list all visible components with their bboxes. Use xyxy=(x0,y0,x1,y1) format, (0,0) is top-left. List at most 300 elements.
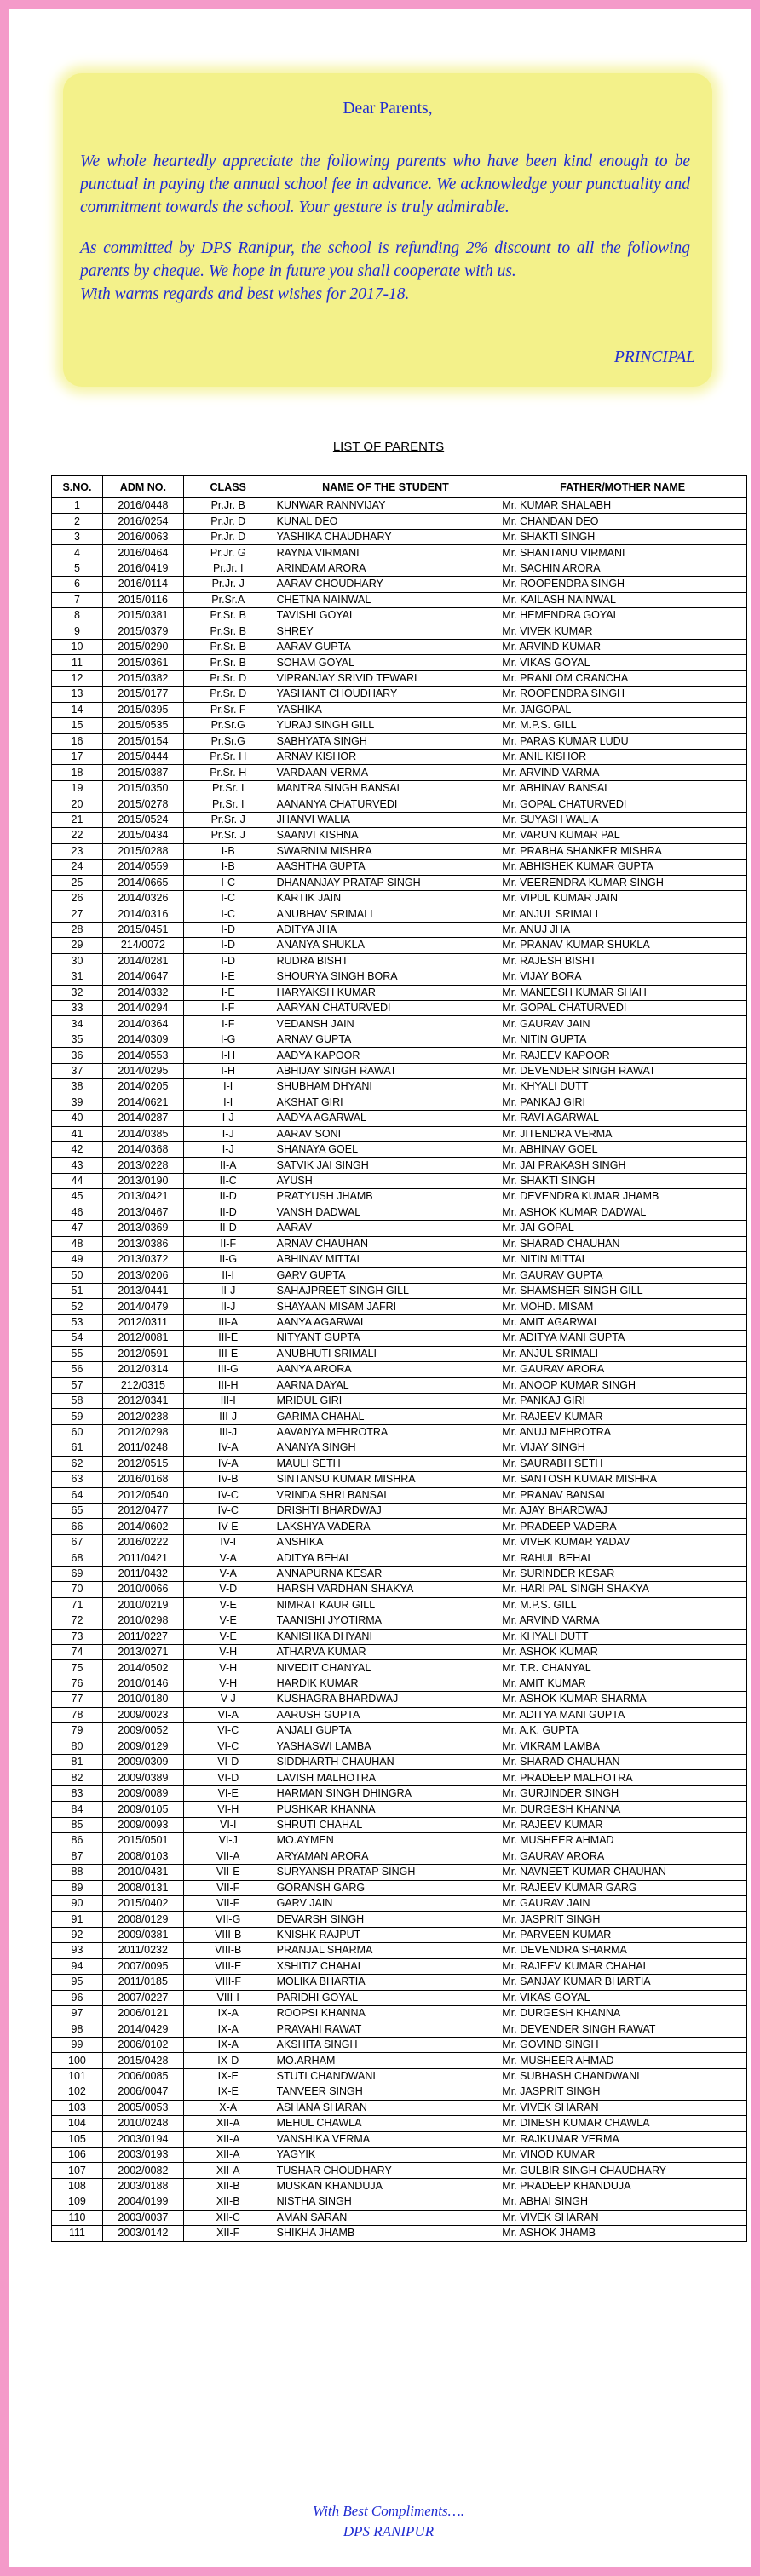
table-row xyxy=(52,1205,747,1220)
cell-adm-no: 2013/0421 xyxy=(102,1189,183,1205)
cell-class: IX-A xyxy=(183,2006,273,2021)
cell-sno: 43 xyxy=(52,1158,103,1173)
cell-parent-name: Mr. VEERENDRA KUMAR SINGH xyxy=(498,875,747,890)
cell-class: VII-A xyxy=(183,1849,273,1864)
cell-sno: 67 xyxy=(52,1534,103,1550)
cell-sno: 111 xyxy=(52,2226,103,2241)
cell-class: VII-G xyxy=(183,1912,273,1927)
table-row xyxy=(52,843,747,859)
cell-adm-no: 2010/0180 xyxy=(102,1692,183,1707)
cell-adm-no: 2005/0053 xyxy=(102,2100,183,2115)
cell-sno: 20 xyxy=(52,796,103,812)
cell-sno: 40 xyxy=(52,1111,103,1126)
cell-student-name: ANUBHUTI SRIMALI xyxy=(273,1346,498,1361)
cell-adm-no: 2014/0309 xyxy=(102,1032,183,1047)
cell-parent-name: Mr. RAJEEV KUMAR xyxy=(498,1817,747,1832)
cell-adm-no: 2015/0290 xyxy=(102,639,183,654)
cell-class: IV-B xyxy=(183,1472,273,1487)
cell-student-name: ADITYA JHA xyxy=(273,922,498,937)
cell-class: VI-E xyxy=(183,1785,273,1801)
cell-adm-no: 2012/0314 xyxy=(102,1362,183,1377)
cell-sno: 87 xyxy=(52,1849,103,1864)
cell-sno: 17 xyxy=(52,750,103,765)
table-body xyxy=(52,498,747,2242)
table-row xyxy=(52,1755,747,1770)
cell-parent-name: Mr. ASHOK JHAMB xyxy=(498,2226,747,2241)
table-row xyxy=(52,1079,747,1095)
cell-adm-no: 2015/0444 xyxy=(102,750,183,765)
cell-student-name: VEDANSH JAIN xyxy=(273,1016,498,1032)
cell-student-name: RAYNA VIRMANI xyxy=(273,545,498,561)
table-row xyxy=(52,592,747,607)
cell-student-name: AANANYA CHATURVEDI xyxy=(273,796,498,812)
table-row xyxy=(52,1849,747,1864)
header-row xyxy=(52,476,747,498)
cell-student-name: NISTHA SINGH xyxy=(273,2194,498,2210)
cell-sno: 12 xyxy=(52,670,103,686)
cell-student-name: MO.ARHAM xyxy=(273,2053,498,2068)
cell-sno: 102 xyxy=(52,2084,103,2100)
cell-parent-name: Mr. ABHINAV GOEL xyxy=(498,1141,747,1157)
cell-sno: 103 xyxy=(52,2100,103,2115)
cell-sno: 39 xyxy=(52,1095,103,1110)
cell-adm-no: 2014/0479 xyxy=(102,1299,183,1314)
cell-student-name: JHANVI WALIA xyxy=(273,812,498,827)
table-row xyxy=(52,1331,747,1346)
table-row xyxy=(52,796,747,812)
cell-student-name: SHREY xyxy=(273,624,498,639)
cell-student-name: VIPRANJAY SRIVID TEWARI xyxy=(273,670,498,686)
table-row xyxy=(52,1534,747,1550)
cell-class: V-H xyxy=(183,1660,273,1676)
cell-sno: 37 xyxy=(52,1063,103,1078)
cell-class: Pr.Sr. B xyxy=(183,655,273,670)
cell-class: XII-B xyxy=(183,2194,273,2210)
cell-class: III-G xyxy=(183,1362,273,1377)
cell-sno: 18 xyxy=(52,765,103,780)
cell-student-name: MEHUL CHAWLA xyxy=(273,2116,498,2131)
cell-adm-no: 2011/0248 xyxy=(102,1440,183,1456)
cell-class: IX-A xyxy=(183,2037,273,2052)
cell-adm-no: 2003/0037 xyxy=(102,2210,183,2225)
cell-adm-no: 2014/0385 xyxy=(102,1126,183,1141)
cell-class: II-D xyxy=(183,1205,273,1220)
cell-sno: 58 xyxy=(52,1393,103,1408)
table-row xyxy=(52,1095,747,1110)
cell-adm-no: 2011/0232 xyxy=(102,1943,183,1958)
appreciation-paragraph: We whole heartedly appreciate the following parents who have been kind enough to be punctual in paying the annual school fee in advance. We acknowledge your punctuality and commitment towards the school. Your gesture is truly admirable. xyxy=(80,152,690,216)
cell-sno: 64 xyxy=(52,1487,103,1503)
cell-sno: 95 xyxy=(52,1975,103,1990)
cell-class: VI-H xyxy=(183,1802,273,1817)
cell-adm-no: 2016/0222 xyxy=(102,1534,183,1550)
cell-class: IV-C xyxy=(183,1504,273,1519)
cell-sno: 66 xyxy=(52,1519,103,1534)
cell-sno: 41 xyxy=(52,1126,103,1141)
header-sno: S.NO. xyxy=(52,476,103,498)
table-row xyxy=(52,1001,747,1016)
cell-parent-name: Mr. RAJEEV KAPOOR xyxy=(498,1048,747,1063)
cell-parent-name: Mr. ANUJ JHA xyxy=(498,922,747,937)
cell-sno: 53 xyxy=(52,1314,103,1330)
cell-sno: 80 xyxy=(52,1739,103,1754)
cell-student-name: HARMAN SINGH DHINGRA xyxy=(273,1785,498,1801)
cell-student-name: PRANJAL SHARMA xyxy=(273,1943,498,1958)
cell-parent-name: Mr. ASHOK KUMAR SHARMA xyxy=(498,1692,747,1707)
cell-student-name: KNISHK RAJPUT xyxy=(273,1927,498,1942)
cell-sno: 30 xyxy=(52,953,103,969)
cell-student-name: RUDRA BISHT xyxy=(273,953,498,969)
table-row xyxy=(52,2178,747,2194)
cell-student-name: PRAVAHI RAWAT xyxy=(273,2021,498,2037)
cell-sno: 35 xyxy=(52,1032,103,1047)
cell-student-name: YURAJ SINGH GILL xyxy=(273,718,498,733)
cell-student-name: HARYAKSH KUMAR xyxy=(273,985,498,1000)
cell-adm-no: 2013/0369 xyxy=(102,1221,183,1236)
cell-student-name: SWARNIM MISHRA xyxy=(273,843,498,859)
cell-sno: 29 xyxy=(52,938,103,953)
cell-sno: 21 xyxy=(52,812,103,827)
cell-parent-name: Mr. SUBHASH CHANDWANI xyxy=(498,2068,747,2084)
cell-sno: 63 xyxy=(52,1472,103,1487)
cell-student-name: AADYA AGARWAL xyxy=(273,1111,498,1126)
table-row xyxy=(52,1613,747,1629)
cell-adm-no: 2014/0665 xyxy=(102,875,183,890)
cell-student-name: VRINDA SHRI BANSAL xyxy=(273,1487,498,1503)
cell-parent-name: Mr. VIVEK SHARAN xyxy=(498,2100,747,2115)
cell-adm-no: 2014/0429 xyxy=(102,2021,183,2037)
cell-class: X-A xyxy=(183,2100,273,2115)
cell-class: IX-E xyxy=(183,2068,273,2084)
cell-parent-name: Mr. GAURAV GUPTA xyxy=(498,1268,747,1283)
table-row xyxy=(52,2100,747,2115)
cell-student-name: SINTANSU KUMAR MISHRA xyxy=(273,1472,498,1487)
cell-sno: 68 xyxy=(52,1550,103,1566)
cell-sno: 101 xyxy=(52,2068,103,2084)
cell-adm-no: 2013/0271 xyxy=(102,1644,183,1659)
cell-student-name: AKSHAT GIRI xyxy=(273,1095,498,1110)
cell-adm-no: 2014/0316 xyxy=(102,906,183,922)
cell-sno: 28 xyxy=(52,922,103,937)
cell-class: I-B xyxy=(183,843,273,859)
table-row xyxy=(52,1409,747,1424)
school-name: DPS RANIPUR xyxy=(343,2523,435,2539)
cell-student-name: AARAV xyxy=(273,1221,498,1236)
cell-student-name: NITYANT GUPTA xyxy=(273,1331,498,1346)
cell-adm-no: 2015/0451 xyxy=(102,922,183,937)
cell-adm-no: 2014/0364 xyxy=(102,1016,183,1032)
cell-adm-no: 2014/0205 xyxy=(102,1079,183,1095)
cell-class: XII-A xyxy=(183,2131,273,2147)
cell-adm-no: 2014/0647 xyxy=(102,969,183,985)
cell-class: Pr.Sr.G xyxy=(183,718,273,733)
cell-parent-name: Mr. ADITYA MANI GUPTA xyxy=(498,1707,747,1722)
cell-adm-no: 2009/0389 xyxy=(102,1770,183,1785)
table-row xyxy=(52,1739,747,1754)
cell-sno: 69 xyxy=(52,1566,103,1581)
cell-adm-no: 2013/0386 xyxy=(102,1236,183,1251)
table-row xyxy=(52,875,747,890)
compliments-line: With Best Compliments…. xyxy=(312,2503,465,2519)
cell-parent-name: Mr. HARI PAL SINGH SHAKYA xyxy=(498,1582,747,1597)
cell-sno: 10 xyxy=(52,639,103,654)
cell-student-name: DHANANJAY PRATAP SINGH xyxy=(273,875,498,890)
cell-adm-no: 2012/0477 xyxy=(102,1504,183,1519)
cell-class: XII-A xyxy=(183,2163,273,2178)
table-row xyxy=(52,2037,747,2052)
cell-sno: 61 xyxy=(52,1440,103,1456)
table-row xyxy=(52,1283,747,1298)
table-row xyxy=(52,1048,747,1063)
cell-sno: 92 xyxy=(52,1927,103,1942)
table-row xyxy=(52,1566,747,1581)
cell-parent-name: Mr. DURGESH KHANNA xyxy=(498,1802,747,1817)
table-row xyxy=(52,2084,747,2100)
cell-adm-no: 2013/0228 xyxy=(102,1158,183,1173)
table-row xyxy=(52,608,747,624)
cell-adm-no: 2010/0146 xyxy=(102,1676,183,1691)
cell-adm-no: 2011/0421 xyxy=(102,1550,183,1566)
cell-student-name: SHUBHAM DHYANI xyxy=(273,1079,498,1095)
table-row xyxy=(52,1519,747,1534)
cell-adm-no: 2014/0281 xyxy=(102,953,183,969)
cell-adm-no: 2006/0085 xyxy=(102,2068,183,2084)
cell-adm-no: 2012/0515 xyxy=(102,1456,183,1471)
cell-parent-name: Mr. RAJEEV KUMAR GARG xyxy=(498,1880,747,1895)
cell-parent-name: Mr. VIJAY BORA xyxy=(498,969,747,985)
cell-parent-name: Mr. SURINDER KESAR xyxy=(498,1566,747,1581)
cell-class: V-E xyxy=(183,1597,273,1613)
cell-parent-name: Mr. ANJUL SRIMALI xyxy=(498,1346,747,1361)
cell-parent-name: Mr. ANUJ MEHROTRA xyxy=(498,1424,747,1440)
cell-student-name: GORANSH GARG xyxy=(273,1880,498,1895)
cell-class: III-J xyxy=(183,1409,273,1424)
cell-sno: 8 xyxy=(52,608,103,624)
cell-sno: 72 xyxy=(52,1613,103,1629)
table-row xyxy=(52,1582,747,1597)
cell-sno: 42 xyxy=(52,1141,103,1157)
cell-sno: 109 xyxy=(52,2194,103,2210)
table-row xyxy=(52,1802,747,1817)
cell-parent-name: Mr. VIKRAM LAMBA xyxy=(498,1739,747,1754)
cell-student-name: AADYA KAPOOR xyxy=(273,1048,498,1063)
cell-adm-no: 2009/0309 xyxy=(102,1755,183,1770)
cell-class: Pr.Jr. J xyxy=(183,577,273,592)
cell-class: VIII-E xyxy=(183,1958,273,1974)
cell-parent-name: Mr. ANJUL SRIMALI xyxy=(498,906,747,922)
cell-student-name: KUNWAR RANNVIJAY xyxy=(273,498,498,514)
cell-class: Pr.Sr. J xyxy=(183,828,273,843)
cell-student-name: MOLIKA BHARTIA xyxy=(273,1975,498,1990)
table-row xyxy=(52,1063,747,1078)
cell-adm-no: 2015/0395 xyxy=(102,702,183,717)
cell-sno: 36 xyxy=(52,1048,103,1063)
cell-sno: 60 xyxy=(52,1424,103,1440)
cell-parent-name: Mr. VIVEK KUMAR YADAV xyxy=(498,1534,747,1550)
cell-student-name: SHANAYA GOEL xyxy=(273,1141,498,1157)
cell-class: V-H xyxy=(183,1676,273,1691)
cell-sno: 71 xyxy=(52,1597,103,1613)
cell-parent-name: Mr. AJAY BHARDWAJ xyxy=(498,1504,747,1519)
table-row xyxy=(52,577,747,592)
cell-parent-name: Mr. VIJAY SINGH xyxy=(498,1440,747,1456)
table-row xyxy=(52,624,747,639)
cell-sno: 57 xyxy=(52,1377,103,1393)
cell-class: III-E xyxy=(183,1331,273,1346)
table-row xyxy=(52,1377,747,1393)
cell-parent-name: Mr. ADITYA MANI GUPTA xyxy=(498,1331,747,1346)
cell-adm-no: 2009/0089 xyxy=(102,1785,183,1801)
table-row xyxy=(52,2147,747,2162)
cell-adm-no: 2016/0464 xyxy=(102,545,183,561)
cell-parent-name: Mr. DEVENDRA KUMAR JHAMB xyxy=(498,1189,747,1205)
cell-student-name: MUSKAN KHANDUJA xyxy=(273,2178,498,2194)
cell-adm-no: 2012/0081 xyxy=(102,1331,183,1346)
cell-sno: 88 xyxy=(52,1865,103,1880)
cell-adm-no: 2012/0298 xyxy=(102,1424,183,1440)
table-row xyxy=(52,1927,747,1942)
cell-parent-name: Mr. RAJEEV KUMAR xyxy=(498,1409,747,1424)
cell-sno: 62 xyxy=(52,1456,103,1471)
cell-sno: 13 xyxy=(52,687,103,702)
cell-class: XII-F xyxy=(183,2226,273,2241)
cell-class: IX-D xyxy=(183,2053,273,2068)
cell-student-name: ABHINAV MITTAL xyxy=(273,1252,498,1268)
cell-class: II-G xyxy=(183,1252,273,1268)
header-parent-name: FATHER/MOTHER NAME xyxy=(498,476,747,498)
cell-sno: 98 xyxy=(52,2021,103,2037)
table-row xyxy=(52,670,747,686)
table-row xyxy=(52,765,747,780)
cell-class: VIII-B xyxy=(183,1943,273,1958)
cell-adm-no: 2012/0341 xyxy=(102,1393,183,1408)
cell-class: II-F xyxy=(183,1236,273,1251)
cell-parent-name: Mr. JAI GOPAL xyxy=(498,1221,747,1236)
cell-sno: 48 xyxy=(52,1236,103,1251)
cell-student-name: GARV JAIN xyxy=(273,1895,498,1911)
cell-parent-name: Mr. GAURAV JAIN xyxy=(498,1895,747,1911)
table-row xyxy=(52,1456,747,1471)
cell-parent-name: Mr. A.K. GUPTA xyxy=(498,1723,747,1739)
cell-sno: 24 xyxy=(52,860,103,875)
cell-parent-name: Mr. RAHUL BEHAL xyxy=(498,1550,747,1566)
cell-sno: 1 xyxy=(52,498,103,514)
table-row xyxy=(52,860,747,875)
cell-student-name: YASHASWI LAMBA xyxy=(273,1739,498,1754)
cell-parent-name: Mr. SUYASH WALIA xyxy=(498,812,747,827)
cell-parent-name: Mr. VIKAS GOYAL xyxy=(498,1990,747,2005)
cell-class: Pr.Jr. B xyxy=(183,498,273,514)
cell-student-name: AARUSH GUPTA xyxy=(273,1707,498,1722)
cell-sno: 106 xyxy=(52,2147,103,2162)
table-row xyxy=(52,1504,747,1519)
cell-sno: 89 xyxy=(52,1880,103,1895)
cell-student-name: SHOURYA SINGH BORA xyxy=(273,969,498,985)
cell-parent-name: Mr. RAVI AGARWAL xyxy=(498,1111,747,1126)
cell-adm-no: 2015/0379 xyxy=(102,624,183,639)
cell-adm-no: 2003/0188 xyxy=(102,2178,183,2194)
cell-student-name: AASHTHA GUPTA xyxy=(273,860,498,875)
cell-student-name: ANJALI GUPTA xyxy=(273,1723,498,1739)
cell-student-name: ABHIJAY SINGH RAWAT xyxy=(273,1063,498,1078)
cell-class: I-B xyxy=(183,860,273,875)
cell-class: IX-E xyxy=(183,2084,273,2100)
cell-student-name: AARNA DAYAL xyxy=(273,1377,498,1393)
cell-class: IX-A xyxy=(183,2021,273,2037)
cell-student-name: KANISHKA DHYANI xyxy=(273,1629,498,1644)
cell-student-name: TANVEER SINGH xyxy=(273,2084,498,2100)
cell-parent-name: Mr. ARVIND VARMA xyxy=(498,765,747,780)
cell-student-name: ANANYA SHUKLA xyxy=(273,938,498,953)
cell-adm-no: 2011/0185 xyxy=(102,1975,183,1990)
cell-class: Pr.Sr. H xyxy=(183,750,273,765)
cell-parent-name: Mr. PARVEEN KUMAR xyxy=(498,1927,747,1942)
table-row xyxy=(52,1833,747,1849)
cell-adm-no: 2002/0082 xyxy=(102,2163,183,2178)
cell-parent-name: Mr. M.P.S. GILL xyxy=(498,1597,747,1613)
cell-adm-no: 212/0315 xyxy=(102,1377,183,1393)
cell-parent-name: Mr. GOVIND SINGH xyxy=(498,2037,747,2052)
cell-student-name: AAVANYA MEHROTRA xyxy=(273,1424,498,1440)
cell-parent-name: Mr. SANJAY KUMAR BHARTIA xyxy=(498,1975,747,1990)
cell-class: Pr.Sr. F xyxy=(183,702,273,717)
cell-class: II-I xyxy=(183,1268,273,1283)
cell-adm-no: 2011/0432 xyxy=(102,1566,183,1581)
parents-table xyxy=(51,475,747,2242)
cell-parent-name: Mr. HEMENDRA GOYAL xyxy=(498,608,747,624)
cell-sno: 27 xyxy=(52,906,103,922)
cell-sno: 55 xyxy=(52,1346,103,1361)
cell-parent-name: Mr. GOPAL CHATURVEDI xyxy=(498,1001,747,1016)
cell-adm-no: 2003/0193 xyxy=(102,2147,183,2162)
cell-sno: 77 xyxy=(52,1692,103,1707)
cell-student-name: YASHIKA xyxy=(273,702,498,717)
table-row xyxy=(52,969,747,985)
table-row xyxy=(52,1252,747,1268)
table-row xyxy=(52,1785,747,1801)
cell-student-name: HARDIK KUMAR xyxy=(273,1676,498,1691)
cell-class: VIII-B xyxy=(183,1927,273,1942)
cell-parent-name: Mr. MOHD. MISAM xyxy=(498,1299,747,1314)
header-class: CLASS xyxy=(183,476,273,498)
cell-student-name: ANUBHAV SRIMALI xyxy=(273,906,498,922)
cell-parent-name: Mr. RAJESH BISHT xyxy=(498,953,747,969)
cell-class: Pr.Sr. H xyxy=(183,765,273,780)
cell-sno: 9 xyxy=(52,624,103,639)
cell-adm-no: 2015/0382 xyxy=(102,670,183,686)
cell-parent-name: Mr. M.P.S. GILL xyxy=(498,718,747,733)
cell-parent-name: Mr. T.R. CHANYAL xyxy=(498,1660,747,1676)
cell-adm-no: 2015/0387 xyxy=(102,765,183,780)
table-row xyxy=(52,1472,747,1487)
cell-sno: 76 xyxy=(52,1676,103,1691)
cell-sno: 26 xyxy=(52,890,103,906)
cell-sno: 104 xyxy=(52,2116,103,2131)
table-row xyxy=(52,1676,747,1691)
cell-class: VI-D xyxy=(183,1770,273,1785)
cell-adm-no: 2012/0591 xyxy=(102,1346,183,1361)
cell-sno: 75 xyxy=(52,1660,103,1676)
cell-student-name: LAKSHYA VADERA xyxy=(273,1519,498,1534)
table-row xyxy=(52,498,747,514)
table-row xyxy=(52,1126,747,1141)
table-row xyxy=(52,1629,747,1644)
cell-class: I-J xyxy=(183,1141,273,1157)
cell-parent-name: Mr. PRANAV BANSAL xyxy=(498,1487,747,1503)
cell-sno: 4 xyxy=(52,545,103,561)
cell-sno: 44 xyxy=(52,1173,103,1188)
cell-adm-no: 2006/0121 xyxy=(102,2006,183,2021)
